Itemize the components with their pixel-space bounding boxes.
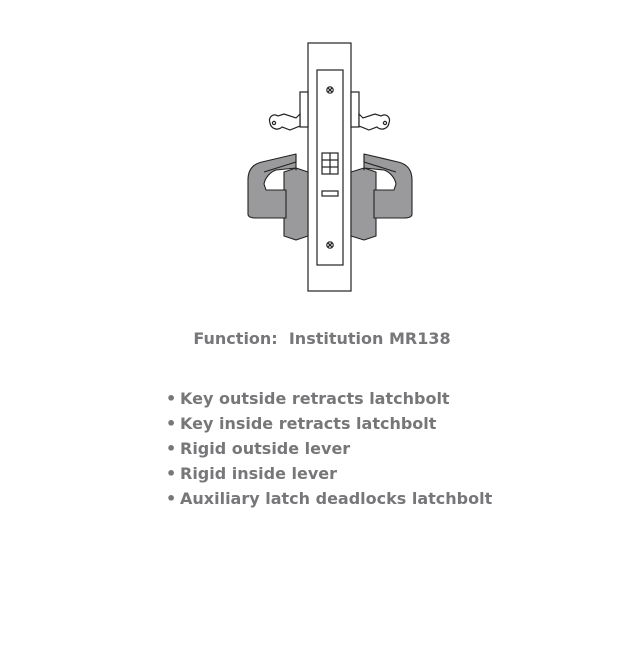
auxiliary-latch: [322, 191, 338, 196]
features-list: [166, 386, 492, 511]
bullet-icon: •: [166, 489, 177, 508]
bullet-icon: •: [166, 439, 177, 458]
outside-cylinder: [300, 92, 308, 127]
feature-item: • Rigid inside lever: [166, 461, 492, 486]
feature-item: • Rigid outside lever: [166, 436, 492, 461]
mortise-lock-diagram: [0, 0, 644, 310]
feature-item: • Auxiliary latch deadlocks latchbolt: [166, 486, 492, 511]
bullet-icon: •: [166, 414, 177, 433]
top-screw: [327, 87, 333, 93]
bullet-icon: •: [166, 464, 177, 483]
feature-item: • Key inside retracts latchbolt: [166, 411, 492, 436]
inside-lever-rose: [351, 168, 376, 240]
bottom-screw: [327, 242, 333, 248]
function-title: Function: Institution MR138: [193, 329, 451, 348]
outside-lever-rose: [284, 168, 308, 240]
inside-cylinder: [351, 92, 359, 127]
feature-item: • Key outside retracts latchbolt: [166, 386, 492, 411]
bullet-icon: •: [166, 389, 177, 408]
